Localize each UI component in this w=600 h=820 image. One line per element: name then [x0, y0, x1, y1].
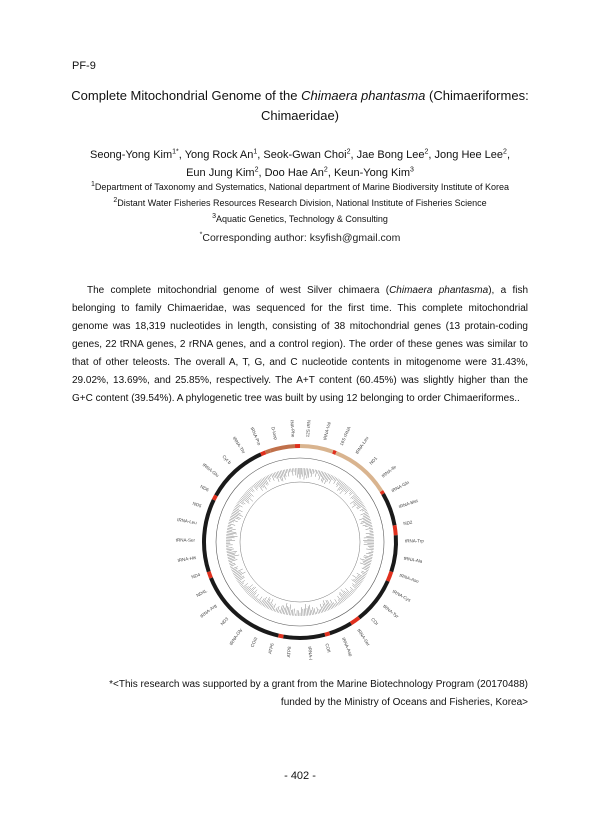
gc-tick [271, 606, 273, 611]
gc-tick [292, 468, 293, 475]
gc-tick [238, 581, 241, 583]
pcg-arc [383, 494, 394, 525]
gc-tick [238, 502, 240, 503]
gc-tick [257, 482, 263, 491]
gc-tick [322, 606, 324, 611]
gc-tick [345, 487, 349, 492]
gc-tick [340, 592, 346, 600]
author-sup: 2 [424, 148, 429, 156]
gc-tick [231, 516, 240, 519]
gc-tick [241, 497, 249, 503]
gc-tick [258, 597, 262, 603]
gc-tick [226, 534, 233, 535]
gc-tick [343, 594, 348, 599]
gc-tick [268, 475, 270, 479]
gc-tick [248, 489, 250, 491]
gc-tick [292, 609, 293, 615]
author-sup: 2 [323, 166, 328, 174]
gene-label: COIII [249, 636, 259, 649]
gc-tick [276, 607, 278, 611]
gc-tick [360, 559, 371, 562]
gc-tick [230, 519, 238, 522]
gc-tick [227, 528, 235, 530]
gc-tick [362, 568, 368, 571]
affiliation-1 [40, 181, 560, 194]
gc-tick [321, 472, 323, 477]
gene-label: D-loop [270, 426, 279, 441]
gc-tick [365, 522, 371, 524]
gc-tick [279, 471, 282, 480]
gene-label: ND6 [199, 483, 210, 493]
gene-label: tRNA-Asp [340, 636, 354, 658]
gc-tick [227, 554, 235, 555]
gc-tick [313, 469, 314, 474]
gc-tick [315, 470, 317, 477]
gc-tick [339, 481, 342, 485]
trna-arc [388, 572, 392, 581]
affiliation-text: Department of Taxonomy and Systematics, National department of Marine Biodiversity Institute of Korea [94, 182, 509, 192]
gc-tick [352, 585, 357, 589]
inner-circle [216, 458, 384, 626]
gc-tick [333, 476, 335, 479]
gc-tick [369, 555, 372, 556]
gc-tick [338, 602, 340, 605]
gc-tick [255, 598, 257, 601]
gc-tick [352, 501, 362, 507]
gc-tick [285, 470, 287, 477]
gc-tick [369, 552, 374, 553]
gc-tick [267, 602, 270, 608]
pcg-arc [330, 623, 351, 633]
gc-tick [282, 470, 284, 476]
gc-tick [250, 590, 257, 597]
gc-tick [254, 594, 259, 600]
gc-tick [307, 608, 308, 616]
gc-tick [353, 492, 355, 494]
dloop-arc [266, 451, 271, 453]
gc-tick [237, 504, 243, 507]
gc-tick [228, 557, 235, 559]
gene-label: tRNA-Pro [249, 426, 262, 447]
gc-tick [327, 474, 330, 481]
gc-tick [226, 548, 232, 549]
gc-tick [255, 483, 258, 487]
gc-tick [366, 553, 373, 554]
gc-tick [244, 586, 249, 590]
gene-label: ND4 [190, 571, 201, 580]
gc-tick [365, 510, 367, 511]
gc-tick [361, 512, 368, 515]
abstract-part-2: ), a fish belonging to family Chimaeridae, was sequenced for the first time. This complete mitochondrial genome was 18,319 nucleotides in length, consisting of 38 mitochondrial genes (13 protain-coding genes, 22 tRNA genes, 2 rRNA genes, and a control region). The order of these genes was similar to that of other teleosts. The overall A, T, G, and C nucleotide contents in mitogenome were 31.43%, 29.02%, 13.69%, and 25.85%, respectively. The A+T content (60.45%) was slightly higher than the G+C content (39.54%). A phylogenetic tree was built by using 12 belonging to order Chimaeriformes.. [72, 285, 529, 404]
corresponding-text: Corresponding author: ksyfish@gmail.com [202, 232, 401, 244]
gc-tick [334, 477, 336, 481]
gc-tick [249, 591, 253, 596]
gc-tick [228, 525, 231, 526]
trna-arc [395, 525, 396, 535]
gc-tick [227, 551, 232, 552]
page-number: - 402 - [284, 770, 316, 782]
dloop-arc [270, 446, 295, 451]
gc-tick [280, 471, 283, 482]
gc-tick [349, 490, 353, 494]
gc-tick [260, 480, 266, 490]
gc-tick [232, 513, 239, 516]
gc-tick [365, 566, 370, 568]
gc-tick [329, 476, 333, 484]
author-sup: 2 [346, 148, 351, 156]
gc-tick [291, 610, 292, 615]
gene-label: Cyt b [221, 454, 233, 466]
gene-label: tRNA-Tyr [382, 603, 400, 620]
author-sup: 2 [503, 148, 507, 156]
gene-label: tRNA-Gly [228, 627, 244, 647]
affiliation-text: Distant Water Fisheries Resources Research Division, National Institute of Fisheries Science [117, 198, 487, 208]
gene-label: tRNA-Met [398, 498, 419, 510]
gc-tick [279, 610, 280, 613]
trna-arc [381, 491, 383, 494]
gene-label: ATP8 [286, 646, 292, 658]
gc-tick [366, 549, 373, 550]
gc-tick [366, 533, 374, 534]
gc-tick [248, 587, 256, 595]
gc-tick [337, 482, 343, 491]
affiliation-sup: 3 [212, 213, 216, 220]
gc-tick [239, 500, 245, 504]
ack-line-2: funded by the Ministry of Oceans and Fisheries, Korea> [280, 697, 528, 708]
ack-line-1: *<This research was supported by a grant from the Marine Biotechnology Program (20170488) [109, 679, 528, 690]
gc-tick [228, 527, 233, 528]
author: Eun Jung Kim [186, 167, 255, 179]
gc-tick [314, 608, 315, 614]
gc-tick [229, 522, 232, 523]
gc-tick [352, 579, 360, 585]
gc-tick [364, 537, 374, 538]
gc-tick [228, 524, 235, 526]
author: Jong Hee Lee [434, 149, 504, 161]
gc-tick [357, 576, 363, 580]
gene-label: ND1 [368, 455, 379, 466]
gc-tick [231, 515, 241, 519]
paper-code: PF-9 [72, 60, 96, 72]
gene-label: ND3 [219, 616, 230, 627]
gc-tick [335, 603, 337, 606]
gc-tick [273, 604, 276, 611]
title-species: Chimaera phantasma [301, 88, 426, 103]
gc-tick [227, 531, 236, 532]
gc-tick [340, 485, 347, 494]
gene-label: tRNA-Leu [176, 517, 198, 526]
gc-tick [361, 519, 370, 522]
pcg-arc [359, 581, 388, 618]
gc-tick [357, 505, 364, 509]
gc-tick [271, 474, 274, 481]
gc-tick [354, 496, 358, 499]
gc-tick [245, 585, 253, 592]
author-sup: 1* [172, 148, 179, 156]
gc-tick [360, 521, 371, 524]
gene-label: tRNA-Val [322, 421, 332, 441]
gc-tick [337, 479, 338, 481]
gene-label: ATP6 [267, 642, 275, 655]
core-circle [240, 482, 360, 602]
rrna-arc [300, 446, 333, 452]
gc-tick [304, 468, 305, 480]
gc-tick [227, 533, 237, 534]
author: Keun-Yong Kim [333, 167, 410, 179]
gc-tick [230, 564, 236, 566]
gc-tick [354, 589, 356, 590]
gc-tick [317, 607, 319, 614]
pcg-arc [211, 578, 278, 636]
gc-tick [357, 502, 362, 505]
gc-tick [238, 501, 243, 504]
gc-tick [308, 606, 309, 615]
gc-tick [233, 510, 241, 514]
abstract-part-1: The complete mitochondrial genome of west Silver chimaera ( [87, 285, 390, 296]
gc-tick [226, 536, 237, 537]
gc-tick [263, 601, 266, 607]
gc-tick [228, 559, 235, 561]
gc-tick [336, 480, 339, 485]
gc-tick [235, 572, 245, 578]
pcg-arc [391, 535, 396, 571]
gc-tick [326, 604, 329, 611]
gc-tick [235, 506, 239, 508]
gc-tick [370, 531, 373, 532]
gc-tick [230, 563, 235, 565]
gc-tick [369, 527, 372, 528]
gene-label: tRNA-Thr [231, 435, 247, 455]
gc-tick [319, 609, 320, 613]
gc-tick [350, 489, 352, 491]
gc-tick [289, 604, 291, 615]
gc-tick [312, 607, 313, 615]
gene-label: tRNA-Trp [404, 538, 424, 544]
gc-tick [260, 598, 264, 604]
author: Yong Rock An [184, 149, 254, 161]
gc-tick [321, 472, 324, 481]
gc-tick [350, 497, 359, 504]
gc-tick [262, 479, 265, 485]
gene-label: tRNA-Gln [390, 479, 410, 494]
gc-tick [362, 506, 365, 507]
gc-tick [307, 468, 308, 478]
trna-arc [214, 495, 216, 499]
affiliation-3 [40, 213, 560, 226]
abstract-body [72, 282, 528, 408]
gene-label: tRNA-Phe [289, 420, 296, 438]
gc-tick [229, 562, 232, 563]
gc-tick [350, 491, 354, 495]
gc-tick [283, 608, 284, 614]
gc-tick [231, 567, 233, 568]
gc-tick [344, 486, 349, 491]
gc-tick [247, 587, 254, 594]
gc-tick [319, 471, 322, 480]
trna-arc [325, 633, 330, 634]
gc-tick [239, 580, 245, 584]
trna-arc [278, 636, 283, 637]
gc-tick [334, 478, 337, 484]
gc-tick [286, 606, 288, 615]
gc-tick [227, 551, 237, 553]
title-suffix: (Chimaeriformes: [425, 88, 529, 103]
gc-tick [288, 607, 289, 615]
gc-tick [310, 469, 311, 474]
genome-circle-figure [170, 420, 430, 660]
gc-tick [316, 612, 317, 614]
gene-label: ND5 [191, 500, 203, 509]
author-list: Seong-Yong Kim$^{1*}$, Yong Rock An$^1$, Seok-Gwan Choi$^2$, Jae Bong Lee$^2$, Jong Hee Lee$^2$, Eun Jung Kim$^2$, Doo Hae An$^2$, Keun-Yong Kim$^3$ [89, 148, 510, 179]
gene-label: tRNA-Glu [201, 462, 220, 478]
affiliation-text: Aquatic Genetics, Technology & Consulting [215, 214, 388, 224]
gc-tick [270, 474, 271, 476]
affiliation-sup: 1 [91, 181, 95, 188]
gc-tick [274, 609, 275, 611]
gc-tick [227, 553, 236, 555]
affiliation-2 [40, 197, 560, 210]
gene-label: tRNA-Ser [356, 627, 371, 647]
gc-tick [254, 484, 258, 489]
gene-label: tRNA-Arg [199, 603, 218, 619]
abstract-species: Chimaera phantasma [389, 285, 489, 296]
gc-tick [315, 470, 316, 473]
gc-tick [360, 508, 366, 511]
gc-tick [257, 599, 259, 602]
gc-tick [365, 525, 372, 527]
gc-tick [276, 472, 279, 482]
gene-label: tRNA-Cys [391, 588, 412, 603]
gc-tick [362, 575, 365, 577]
gc-tick [320, 604, 323, 612]
gc-tick [252, 486, 253, 488]
pcg-arc [216, 454, 261, 495]
gc-tick [311, 610, 312, 615]
gc-tick [309, 605, 311, 615]
author: Seong-Yong Kim [89, 149, 173, 161]
gc-tick [227, 530, 232, 531]
gc-tick [358, 575, 364, 579]
gc-tick [341, 589, 348, 598]
trna-arc [261, 452, 266, 454]
author-sup: 3 [410, 166, 414, 174]
gene-label: tRNA-Lys [307, 646, 314, 660]
gc-tick [305, 604, 306, 616]
author: Seok-Gwan Choi [263, 149, 347, 161]
title-prefix: Complete Mitochondrial Genome of the [71, 88, 302, 103]
trna-arc [209, 572, 211, 578]
gc-tick [229, 521, 234, 522]
gc-tick [266, 476, 268, 479]
pcg-arc [283, 635, 325, 638]
gene-label: 12S rRNA [305, 420, 312, 438]
corresponding-sup: * [199, 231, 203, 239]
gene-label: tRNA-Ala [403, 555, 423, 564]
gc-tick [294, 609, 295, 616]
gene-label: COI [370, 616, 380, 627]
affiliation-sup: 2 [113, 197, 118, 204]
author: Doo Hae An [264, 167, 324, 179]
gc-tick [365, 559, 372, 561]
gc-tick [350, 587, 355, 591]
gc-tick [249, 488, 253, 492]
corresponding-author [60, 232, 540, 244]
mitogenome-map [170, 420, 430, 660]
gc-tick [318, 470, 319, 473]
gc-tick [366, 528, 373, 529]
gc-tick [352, 583, 358, 587]
gc-tick [366, 571, 368, 572]
gc-tick [289, 469, 290, 472]
gc-tick [242, 583, 248, 588]
gc-tick [352, 495, 357, 499]
author-sup: 1 [253, 148, 258, 156]
gene-label: tRNA-Leu [354, 435, 370, 455]
gc-tick [306, 468, 307, 475]
author-sup: 2 [254, 166, 259, 174]
gc-tick [226, 537, 234, 538]
gc-tick [230, 518, 235, 520]
gc-tick [335, 599, 339, 605]
gc-tick [311, 469, 312, 477]
gc-tick [226, 549, 233, 550]
gc-tick [246, 588, 251, 593]
paper-title [60, 86, 540, 126]
gc-tick [346, 591, 350, 596]
gc-tick [236, 576, 242, 579]
gc-tick [323, 604, 326, 612]
gc-tick [352, 575, 362, 581]
gc-tick [369, 530, 373, 531]
trna-arc [351, 618, 359, 624]
gene-label: ND4L [195, 588, 208, 598]
gc-tick [322, 473, 326, 483]
gc-tick [308, 469, 309, 478]
gene-label: tRNA-His [177, 554, 197, 563]
gene-label: 16S rRNA [338, 425, 352, 447]
trna-arc [333, 452, 336, 453]
acknowledgement [72, 676, 528, 712]
gc-tick [234, 571, 241, 574]
gc-tick [286, 469, 287, 473]
gc-tick [366, 536, 373, 537]
pcg-arc [204, 500, 214, 572]
author: Jae Bong Lee [356, 149, 425, 161]
gc-tick [318, 471, 319, 476]
gc-skew-ring [226, 468, 374, 616]
gc-tick [250, 487, 254, 491]
gc-tick [360, 563, 370, 566]
gene-label: COII [324, 642, 332, 654]
gene-labels [176, 420, 425, 660]
gc-tick [320, 609, 321, 613]
gc-tick [253, 485, 257, 490]
title-line2: Chimaeridae) [260, 108, 340, 123]
gc-tick [273, 473, 275, 477]
gc-tick [288, 469, 289, 476]
gene-label: tRNA-Ile [380, 464, 398, 479]
gene-label: tRNA-Ser [175, 537, 196, 543]
gene-label: ND2 [402, 519, 413, 527]
gene-label: tRNA-Asn [398, 572, 420, 584]
gc-tick [241, 585, 243, 587]
gc-tick [259, 601, 261, 604]
gc-tick [267, 476, 270, 482]
